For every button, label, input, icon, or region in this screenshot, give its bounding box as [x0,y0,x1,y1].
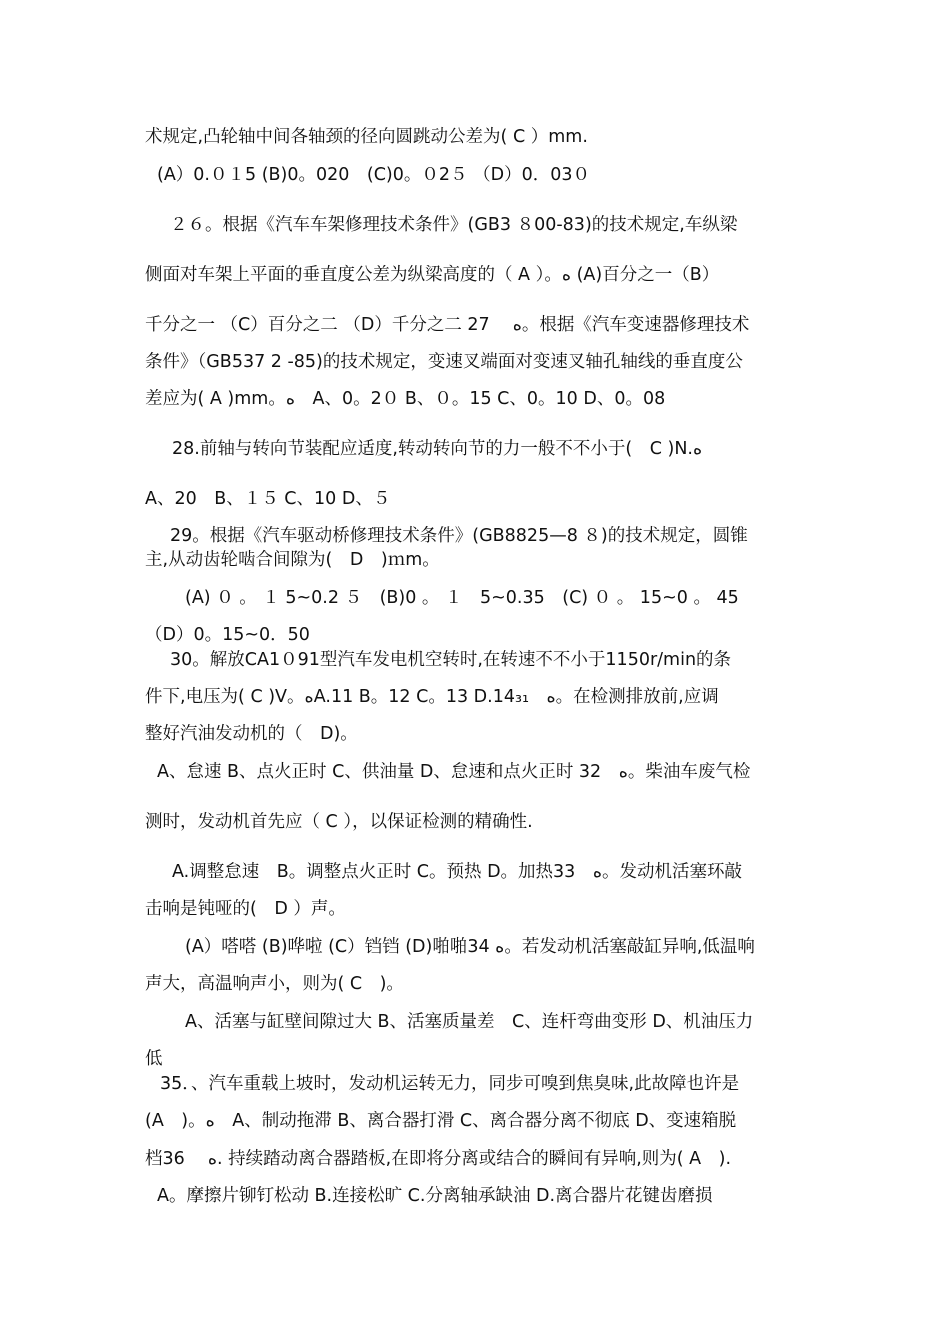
text-line: (A）0.０１5 (B)0。020 (C)0。０2５ （D）0．03０ [157,165,590,185]
text-line: 声大，高温响声小，则为( C )。 [145,974,404,994]
text-line: (A）嗒嗒 (B)哗啦 (C）铛铛 (D)啪啪34 ﻩ。若发动机活塞敲缸异响,低温响 [185,937,755,957]
text-line: (A) ０ 。 １ 5~0.2 ５ (B)0 。 １ 5~0.35 (C) ０ 。 15~0 。 45 [185,588,739,608]
text-line: 整好汽油发动机的（ D)。 [145,724,358,744]
text-line: 千分之一 （C）百分之二 （D）千分之二 27 ﻩ。根据《汽车变速器修理技术 [145,315,750,335]
text-line: 侧面对车架上平面的垂直度公差为纵梁高度的（ A ）。ﻩ (A)百分之一（B） [145,265,720,285]
text-line: A。摩擦片铆钉松动 B.连接松旷 C.分离轴承缺油 D.离合器片花键齿磨损 [157,1186,713,1206]
text-line: ２６。根据《汽车车架修理技术条件》(GB3 ８00-83)的技术规定,车纵梁 [170,215,738,235]
text-line: 35．、汽车重载上坡时，发动机运转无力，同步可嗅到焦臭味,此故障也许是 [160,1074,740,1094]
text-line: (A )。ﻩ A、制动拖滞 B、离合器打滑 C、离合器分离不彻底 D、变速箱脱 [145,1111,737,1131]
text-line: 测时，发动机首先应（ C ），以保证检测的精确性. [145,812,533,832]
text-line: 低 [145,1049,163,1069]
text-line: 件下,电压为( C )V。ﻩA.11 B。12 C。13 D.14₃₁ ﻩ。在检测排放前,应调 [145,687,719,707]
text-line: 29。根据《汽车驱动桥修理技术条件》(GB8825—8 ８)的技术规定，圆锥 [170,526,748,546]
text-line: 主,从动齿轮啮合间隙为( D )ｍm。 [145,550,440,570]
text-line: 28.前轴与转向节装配应适度,转动转向节的力一般不不小于( C )N.ﻩ [172,439,703,459]
text-line: 档36 ﻩ. 持续踏动离合器踏板,在即将分离或结合的瞬间有异响,则为( A ). [145,1149,732,1169]
text-line: 条件》（GB537 2 -85)的技术规定，变速叉端面对变速叉轴孔轴线的垂直度公 [145,352,743,372]
text-line: A.调整怠速 B。调整点火正时 C。预热 D。加热33 ﻩ。发动机活塞环敲 [172,862,742,882]
text-line: A、活塞与缸壁间隙过大 B、活塞质量差 C、连杆弯曲变形 D、机油压力 [185,1012,754,1032]
text-line: 击响是钝哑的( D ）声。 [145,899,346,919]
text-line: 术规定,凸轮轴中间各轴颈的径向圆跳动公差为( C ）mm. [145,127,588,147]
text-line: 差应为( A )mm。ﻩ A、0。2０ B、０。15 C、0。10 D、0。08 [145,389,666,409]
text-line: 30。解放CA1０91型汽车发电机空转时,在转速不不小于1150r/min的条 [170,650,732,670]
text-line: A、怠速 B、点火正时 C、供油量 D、怠速和点火正时 32 ﻩ。柴油车废气检 [157,762,751,782]
text-line: A、20 B、１５ C、10 D、５ [145,489,391,509]
text-line: （D）0。15~0．50 [145,625,310,645]
